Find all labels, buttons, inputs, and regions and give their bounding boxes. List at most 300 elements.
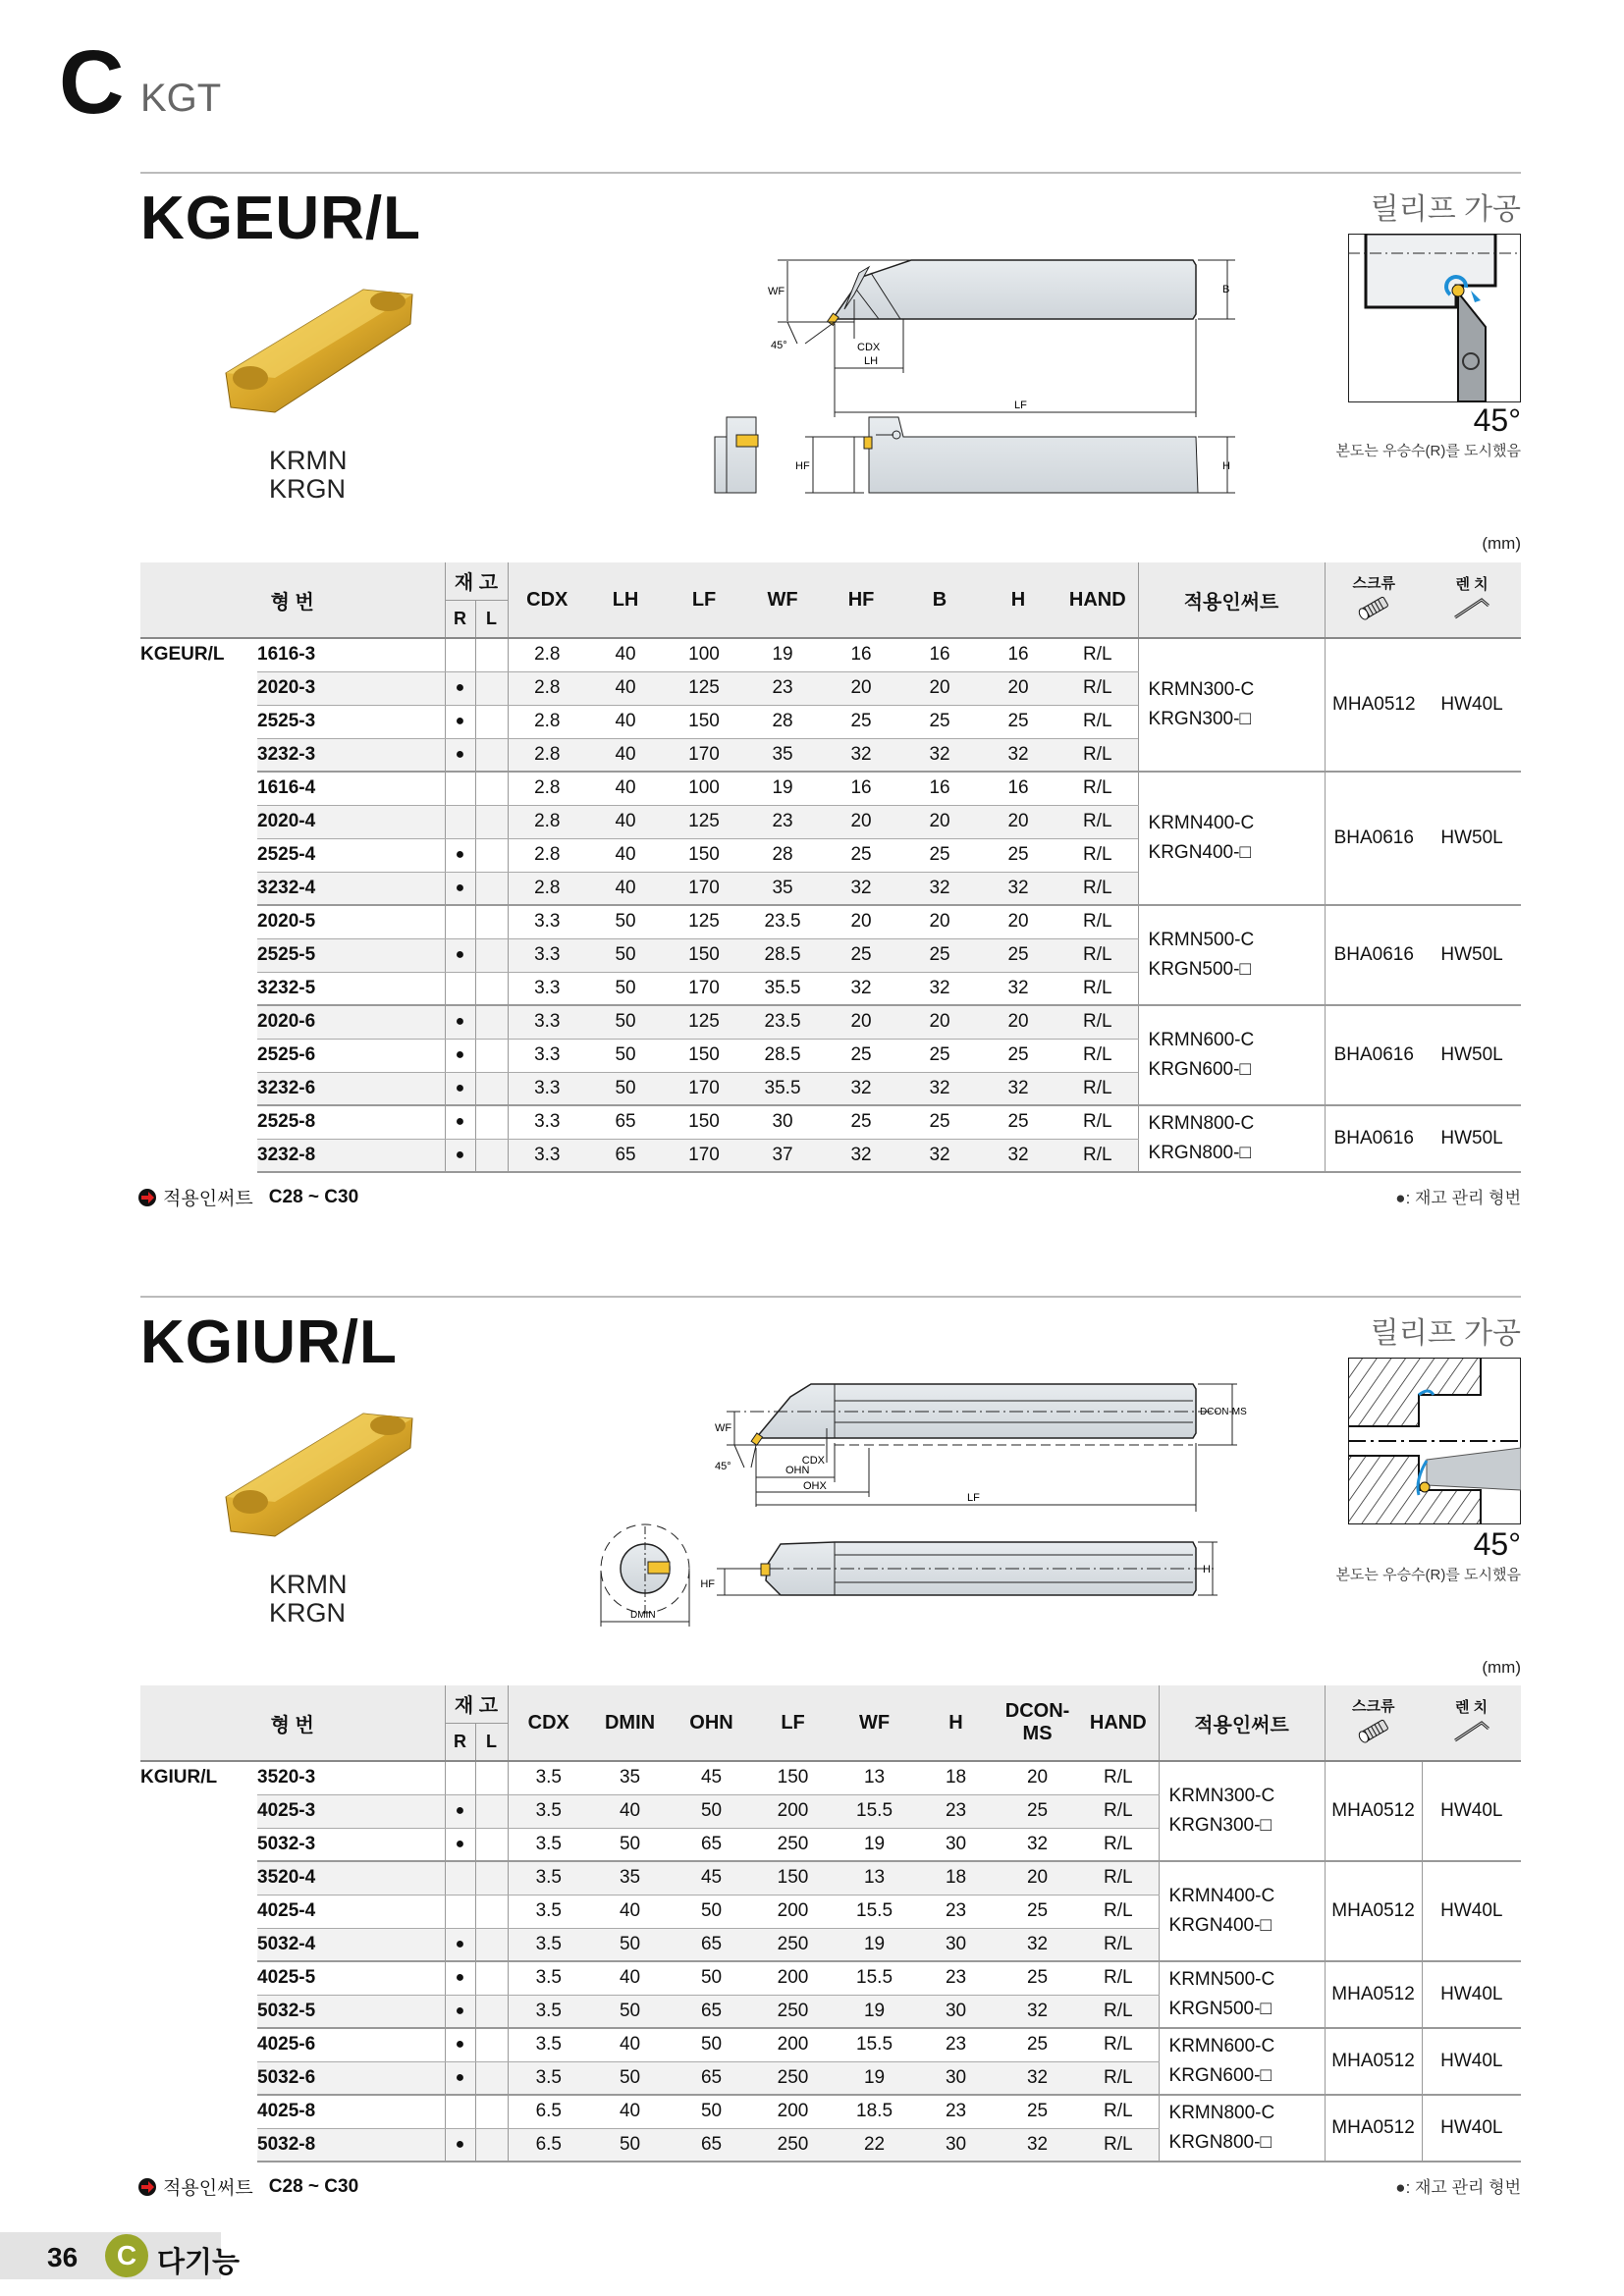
cell-wf: 28.5 bbox=[743, 938, 822, 972]
cell-h: 32 bbox=[979, 872, 1057, 905]
section-divider bbox=[140, 1296, 1521, 1298]
model-header: 형 번 bbox=[140, 562, 445, 638]
cell-hf: 25 bbox=[822, 838, 900, 872]
cell-b: 20 bbox=[900, 905, 979, 938]
stock-l bbox=[475, 838, 508, 872]
cell-h: 20 bbox=[979, 805, 1057, 838]
stock-legend: ●: 재고 관리 형번 bbox=[1395, 2178, 1521, 2197]
cell-dcon-ms: 25 bbox=[997, 2028, 1078, 2061]
spec-table bbox=[140, 562, 1521, 1173]
screw-code: BHA0616 bbox=[1325, 772, 1423, 905]
screw-code: MHA0512 bbox=[1325, 1861, 1422, 1961]
cell-lf: 150 bbox=[752, 1861, 834, 1895]
screw-code: MHA0512 bbox=[1325, 2095, 1422, 2162]
cell-hand: R/L bbox=[1078, 2028, 1159, 2061]
page-number: 36 bbox=[47, 2242, 79, 2272]
boring-bar-diagram bbox=[589, 1369, 1276, 1644]
stock-r bbox=[445, 1895, 475, 1928]
stock-r: ● bbox=[445, 2061, 475, 2095]
stock-r: ● bbox=[445, 1995, 475, 2028]
cell-hand: R/L bbox=[1057, 872, 1138, 905]
stock-l bbox=[475, 1895, 508, 1928]
cell-lh: 40 bbox=[586, 738, 665, 772]
stock-r bbox=[445, 772, 475, 805]
stock-l bbox=[475, 2128, 508, 2162]
cell-wf: 19 bbox=[743, 638, 822, 671]
cell-hand: R/L bbox=[1078, 2128, 1159, 2162]
cell-wf: 28.5 bbox=[743, 1039, 822, 1072]
stock-l bbox=[475, 1961, 508, 1995]
table-row[interactable] bbox=[140, 2095, 1521, 2128]
applicable-insert[interactable] bbox=[1159, 1961, 1325, 2028]
applicable-insert[interactable] bbox=[1138, 638, 1325, 772]
cell-hf: 25 bbox=[822, 705, 900, 738]
column-header-wf: WF bbox=[834, 1685, 915, 1761]
stock-l bbox=[475, 805, 508, 838]
cell-hand: R/L bbox=[1078, 1995, 1159, 2028]
table-row[interactable] bbox=[140, 1105, 1521, 1139]
cell-lh: 40 bbox=[586, 772, 665, 805]
table-row[interactable] bbox=[140, 1005, 1521, 1039]
column-header-hf: HF bbox=[822, 562, 900, 638]
cell-wf: 15.5 bbox=[834, 1961, 915, 1995]
cell-lf: 100 bbox=[665, 772, 743, 805]
cell-wf: 19 bbox=[743, 772, 822, 805]
cell-lf: 125 bbox=[665, 905, 743, 938]
cell-hf: 32 bbox=[822, 738, 900, 772]
applicable-insert[interactable] bbox=[1159, 2095, 1325, 2162]
cell-hf: 20 bbox=[822, 905, 900, 938]
cell-h: 23 bbox=[915, 1895, 997, 1928]
stock-r bbox=[445, 1861, 475, 1895]
cell-lf: 200 bbox=[752, 1895, 834, 1928]
cell-cdx: 3.5 bbox=[508, 1794, 589, 1828]
column-header-h: H bbox=[979, 562, 1057, 638]
cell-hand: R/L bbox=[1057, 772, 1138, 805]
dim-wf: WF bbox=[715, 1422, 732, 1434]
table-row[interactable] bbox=[140, 905, 1521, 938]
insert-label: KRMN bbox=[269, 1570, 348, 1599]
column-header-lf: LF bbox=[752, 1685, 834, 1761]
cell-hand: R/L bbox=[1078, 1895, 1159, 1928]
insert-code[interactable]: KRGN400-□ bbox=[1168, 1915, 1272, 1936]
cell-ohn: 50 bbox=[671, 1794, 752, 1828]
insert-code[interactable]: KRMN600-C bbox=[1148, 1030, 1255, 1050]
cell-dcon-ms: 25 bbox=[997, 1895, 1078, 1928]
model-number: 2020-5 bbox=[257, 905, 445, 938]
model-number: 3232-3 bbox=[257, 738, 445, 772]
insert-header: 적용인써트 bbox=[1138, 562, 1325, 638]
cell-dmin: 50 bbox=[589, 2128, 671, 2162]
dim-h: H bbox=[1203, 1564, 1211, 1575]
insert-code[interactable]: KRMN300-C bbox=[1168, 1786, 1275, 1806]
screw-code: BHA0616 bbox=[1325, 1105, 1423, 1172]
insert-code[interactable]: KRMN400-C bbox=[1168, 1886, 1275, 1906]
cell-h: 16 bbox=[979, 638, 1057, 671]
applicable-insert[interactable] bbox=[1159, 1861, 1325, 1961]
cell-h: 25 bbox=[979, 1039, 1057, 1072]
insert-code[interactable]: KRGN500-□ bbox=[1168, 1999, 1272, 2019]
cell-ohn: 65 bbox=[671, 2128, 752, 2162]
cell-hand: R/L bbox=[1057, 972, 1138, 1005]
stock-r-header: R bbox=[445, 600, 475, 638]
stock-header: 재 고 bbox=[445, 562, 508, 600]
stock-r: ● bbox=[445, 838, 475, 872]
cell-lh: 40 bbox=[586, 705, 665, 738]
table-row[interactable] bbox=[140, 1961, 1521, 1995]
insert-code[interactable]: KRMN600-C bbox=[1168, 2036, 1275, 2056]
cell-hand: R/L bbox=[1057, 638, 1138, 671]
cell-cdx: 2.8 bbox=[508, 772, 586, 805]
cell-dmin: 35 bbox=[589, 1761, 671, 1794]
stock-l-header: L bbox=[475, 1723, 508, 1761]
cell-wf: 15.5 bbox=[834, 1895, 915, 1928]
cell-dcon-ms: 20 bbox=[997, 1861, 1078, 1895]
cell-hand: R/L bbox=[1078, 1828, 1159, 1861]
arrow-circle-icon bbox=[137, 1188, 157, 1207]
cell-h: 23 bbox=[915, 1794, 997, 1828]
applicable-insert[interactable] bbox=[1138, 1105, 1325, 1172]
cell-dcon-ms: 25 bbox=[997, 1794, 1078, 1828]
product-title: KGIUR/L bbox=[140, 1308, 398, 1376]
cell-hf: 20 bbox=[822, 671, 900, 705]
arrow-circle-icon bbox=[137, 2177, 157, 2197]
dim-angle: 45° bbox=[715, 1461, 731, 1472]
dim-angle: 45° bbox=[771, 340, 787, 351]
insert-code[interactable]: KRGN800-□ bbox=[1148, 1143, 1251, 1163]
cell-h: 32 bbox=[979, 1072, 1057, 1105]
screw-label: 스크류 bbox=[1352, 1698, 1395, 1715]
insert-reference[interactable] bbox=[137, 1184, 358, 1210]
stock-l bbox=[475, 2095, 508, 2128]
model-number: 4025-5 bbox=[257, 1961, 445, 1995]
cell-dmin: 40 bbox=[589, 1794, 671, 1828]
stock-r bbox=[445, 638, 475, 671]
cell-b: 20 bbox=[900, 671, 979, 705]
wrench-code: HW50L bbox=[1423, 905, 1521, 1005]
cell-h: 23 bbox=[915, 2095, 997, 2128]
dim-wf: WF bbox=[768, 286, 785, 297]
insert-code[interactable]: KRMN800-C bbox=[1168, 2103, 1275, 2123]
dim-b: B bbox=[1222, 284, 1230, 295]
cell-hand: R/L bbox=[1057, 1039, 1138, 1072]
cell-wf: 23 bbox=[743, 805, 822, 838]
screw-icon bbox=[1326, 593, 1424, 627]
relief-diagram bbox=[1348, 1358, 1521, 1524]
cell-hf: 32 bbox=[822, 872, 900, 905]
cell-hand: R/L bbox=[1057, 738, 1138, 772]
cell-hand: R/L bbox=[1078, 1794, 1159, 1828]
relief-title: 릴리프 가공 bbox=[1370, 1317, 1521, 1350]
model-number: 2525-6 bbox=[257, 1039, 445, 1072]
cell-wf: 23 bbox=[743, 671, 822, 705]
stock-l bbox=[475, 772, 508, 805]
cell-hand: R/L bbox=[1057, 1105, 1138, 1139]
cell-h: 16 bbox=[979, 772, 1057, 805]
table-row[interactable] bbox=[140, 1761, 1521, 1794]
cell-b: 25 bbox=[900, 1039, 979, 1072]
wrench-code: HW50L bbox=[1423, 772, 1521, 905]
model-number: 2020-3 bbox=[257, 671, 445, 705]
cell-dmin: 40 bbox=[589, 1895, 671, 1928]
cell-dmin: 50 bbox=[589, 1828, 671, 1861]
cell-cdx: 2.8 bbox=[508, 705, 586, 738]
cell-b: 32 bbox=[900, 972, 979, 1005]
cell-b: 25 bbox=[900, 938, 979, 972]
stock-r: ● bbox=[445, 1005, 475, 1039]
screw-code: MHA0512 bbox=[1325, 2028, 1422, 2095]
cell-wf: 19 bbox=[834, 1928, 915, 1961]
cell-ohn: 50 bbox=[671, 2095, 752, 2128]
cell-lf: 250 bbox=[752, 1995, 834, 2028]
stock-l bbox=[475, 2028, 508, 2061]
cell-lh: 50 bbox=[586, 1072, 665, 1105]
cell-lh: 65 bbox=[586, 1139, 665, 1172]
cell-hand: R/L bbox=[1057, 671, 1138, 705]
cell-lh: 50 bbox=[586, 1005, 665, 1039]
insert-code[interactable]: KRGN600-□ bbox=[1168, 2065, 1272, 2086]
cell-hf: 20 bbox=[822, 1005, 900, 1039]
applicable-insert[interactable] bbox=[1159, 2028, 1325, 2095]
dim-lh: LH bbox=[864, 355, 879, 367]
cell-b: 32 bbox=[900, 738, 979, 772]
cell-dmin: 50 bbox=[589, 1995, 671, 2028]
cell-h: 20 bbox=[979, 1005, 1057, 1039]
cell-lf: 170 bbox=[665, 1072, 743, 1105]
cell-hf: 16 bbox=[822, 638, 900, 671]
cell-lf: 250 bbox=[752, 2128, 834, 2162]
cell-lh: 65 bbox=[586, 1105, 665, 1139]
cell-cdx: 2.8 bbox=[508, 738, 586, 772]
cell-b: 20 bbox=[900, 1005, 979, 1039]
relief-angle: 45° bbox=[1473, 402, 1521, 438]
wrench-header bbox=[1423, 562, 1521, 638]
cell-lf: 100 bbox=[665, 638, 743, 671]
dim-hf: HF bbox=[795, 460, 810, 472]
insert-code[interactable]: KRGN800-□ bbox=[1168, 2132, 1272, 2153]
cell-h: 20 bbox=[979, 671, 1057, 705]
cell-cdx: 6.5 bbox=[508, 2128, 589, 2162]
model-number: 5032-5 bbox=[257, 1995, 445, 2028]
model-number: 2525-5 bbox=[257, 938, 445, 972]
table-row[interactable] bbox=[140, 2028, 1521, 2061]
screw-header bbox=[1325, 1685, 1422, 1761]
cell-lf: 150 bbox=[665, 1039, 743, 1072]
wrench-header bbox=[1422, 1685, 1521, 1761]
cell-hf: 16 bbox=[822, 772, 900, 805]
cell-hf: 25 bbox=[822, 1105, 900, 1139]
cell-dcon-ms: 32 bbox=[997, 1995, 1078, 2028]
stock-r bbox=[445, 972, 475, 1005]
stock-l bbox=[475, 1039, 508, 1072]
model-number: 2525-3 bbox=[257, 705, 445, 738]
cell-h: 25 bbox=[979, 705, 1057, 738]
cell-b: 16 bbox=[900, 772, 979, 805]
unit-label: (mm) bbox=[1482, 534, 1521, 553]
dim-cdx: CDX bbox=[801, 1455, 825, 1467]
cell-lf: 150 bbox=[665, 1105, 743, 1139]
insert-code[interactable]: KRGN500-□ bbox=[1148, 959, 1251, 980]
relief-angle: 45° bbox=[1473, 1526, 1521, 1562]
stock-l bbox=[475, 1861, 508, 1895]
insert-code[interactable]: KRMN500-C bbox=[1148, 930, 1255, 950]
spec-table bbox=[140, 1685, 1521, 2163]
cell-lf: 200 bbox=[752, 1961, 834, 1995]
insert-code[interactable]: KRGN300-□ bbox=[1168, 1815, 1272, 1836]
cell-h: 32 bbox=[979, 738, 1057, 772]
stock-l bbox=[475, 1794, 508, 1828]
cell-wf: 35 bbox=[743, 872, 822, 905]
wrench-code: HW40L bbox=[1423, 638, 1521, 772]
cell-lf: 125 bbox=[665, 805, 743, 838]
model-number: 3232-6 bbox=[257, 1072, 445, 1105]
wrench-code: HW40L bbox=[1422, 2095, 1521, 2162]
stock-l bbox=[475, 1072, 508, 1105]
cell-b: 25 bbox=[900, 705, 979, 738]
model-number: 3232-5 bbox=[257, 972, 445, 1005]
cell-b: 32 bbox=[900, 1139, 979, 1172]
dim-lf: LF bbox=[1014, 400, 1027, 411]
stock-l bbox=[475, 1761, 508, 1794]
model-number: 2525-8 bbox=[257, 1105, 445, 1139]
insert-label: KRMN bbox=[269, 446, 348, 475]
cell-wf: 35.5 bbox=[743, 972, 822, 1005]
cell-hand: R/L bbox=[1078, 1861, 1159, 1895]
cell-lf: 150 bbox=[665, 938, 743, 972]
stock-r: ● bbox=[445, 1039, 475, 1072]
cell-h: 30 bbox=[915, 1995, 997, 2028]
insert-code[interactable]: KRGN400-□ bbox=[1148, 842, 1251, 863]
stock-r: ● bbox=[445, 2028, 475, 2061]
insert-code[interactable]: KRMN500-C bbox=[1168, 1969, 1275, 1990]
model-number: 3520-3 bbox=[257, 1761, 445, 1794]
cell-h: 32 bbox=[979, 972, 1057, 1005]
dim-ohn: OHN bbox=[785, 1465, 810, 1476]
cell-hand: R/L bbox=[1057, 1005, 1138, 1039]
cell-cdx: 3.5 bbox=[508, 1995, 589, 2028]
cell-wf: 37 bbox=[743, 1139, 822, 1172]
dim-ohx: OHX bbox=[803, 1480, 827, 1492]
wrench-label: 렌 치 bbox=[1455, 576, 1489, 593]
stock-r: ● bbox=[445, 671, 475, 705]
column-header-cdx: CDX bbox=[508, 562, 586, 638]
model-number: 4025-6 bbox=[257, 2028, 445, 2061]
applicable-insert[interactable] bbox=[1159, 1761, 1325, 1861]
cell-lf: 150 bbox=[752, 1761, 834, 1794]
cell-dmin: 35 bbox=[589, 1861, 671, 1895]
model-number: 2525-4 bbox=[257, 838, 445, 872]
stock-r: ● bbox=[445, 872, 475, 905]
holder-diagram bbox=[707, 236, 1257, 510]
cell-h: 25 bbox=[979, 838, 1057, 872]
cell-cdx: 2.8 bbox=[508, 638, 586, 671]
model-number: 3520-4 bbox=[257, 1861, 445, 1895]
insert-code[interactable]: KRMN400-C bbox=[1148, 813, 1255, 833]
section-letter: C bbox=[59, 32, 125, 133]
cell-wf: 22 bbox=[834, 2128, 915, 2162]
insert-ref-label: 적용인써트 bbox=[163, 2178, 253, 2199]
insert-code[interactable]: KRMN800-C bbox=[1148, 1113, 1255, 1134]
cell-hand: R/L bbox=[1078, 2061, 1159, 2095]
stock-l bbox=[475, 705, 508, 738]
cell-ohn: 65 bbox=[671, 1995, 752, 2028]
stock-l bbox=[475, 1995, 508, 2028]
cell-dcon-ms: 32 bbox=[997, 1828, 1078, 1861]
column-header-h: H bbox=[915, 1685, 997, 1761]
cell-ohn: 50 bbox=[671, 2028, 752, 2061]
cell-h: 20 bbox=[979, 905, 1057, 938]
insert-code[interactable]: KRGN600-□ bbox=[1148, 1059, 1251, 1080]
stock-r: ● bbox=[445, 1105, 475, 1139]
cell-h: 23 bbox=[915, 2028, 997, 2061]
cell-wf: 23.5 bbox=[743, 1005, 822, 1039]
cell-lh: 50 bbox=[586, 972, 665, 1005]
model-number: 5032-4 bbox=[257, 1928, 445, 1961]
cell-lf: 170 bbox=[665, 738, 743, 772]
cell-wf: 35 bbox=[743, 738, 822, 772]
cell-lh: 50 bbox=[586, 905, 665, 938]
cell-wf: 28 bbox=[743, 838, 822, 872]
model-number: 3232-8 bbox=[257, 1139, 445, 1172]
wrench-label: 렌 치 bbox=[1454, 1699, 1489, 1716]
cell-cdx: 3.5 bbox=[508, 1961, 589, 1995]
applicable-insert[interactable] bbox=[1138, 772, 1325, 905]
cell-wf: 19 bbox=[834, 1828, 915, 1861]
relief-diagram bbox=[1348, 234, 1521, 402]
applicable-insert[interactable] bbox=[1138, 905, 1325, 1005]
table-row[interactable] bbox=[140, 772, 1521, 805]
table-row[interactable] bbox=[140, 1861, 1521, 1895]
cell-hand: R/L bbox=[1057, 938, 1138, 972]
relief-note: 본도는 우승수(R)를 도시했음 bbox=[1335, 443, 1521, 459]
insert-header: 적용인써트 bbox=[1159, 1685, 1325, 1761]
cell-wf: 15.5 bbox=[834, 1794, 915, 1828]
cell-h: 23 bbox=[915, 1961, 997, 1995]
cell-cdx: 3.5 bbox=[508, 1928, 589, 1961]
model-number: 4025-3 bbox=[257, 1794, 445, 1828]
dim-lf: LF bbox=[967, 1492, 980, 1504]
cell-hand: R/L bbox=[1078, 1961, 1159, 1995]
cell-ohn: 50 bbox=[671, 1961, 752, 1995]
model-number: 2020-6 bbox=[257, 1005, 445, 1039]
stock-r: ● bbox=[445, 705, 475, 738]
insert-image bbox=[216, 1404, 422, 1566]
cell-cdx: 3.5 bbox=[508, 2028, 589, 2061]
column-header-cdx: CDX bbox=[508, 1685, 589, 1761]
cell-wf: 35.5 bbox=[743, 1072, 822, 1105]
cell-wf: 18.5 bbox=[834, 2095, 915, 2128]
cell-wf: 23.5 bbox=[743, 905, 822, 938]
relief-title: 릴리프 가공 bbox=[1370, 193, 1521, 226]
cell-wf: 19 bbox=[834, 1995, 915, 2028]
cell-cdx: 2.8 bbox=[508, 872, 586, 905]
dim-cdx: CDX bbox=[857, 342, 881, 353]
insert-ref-pages: C28 ~ C30 bbox=[268, 2175, 359, 2197]
cell-wf: 13 bbox=[834, 1761, 915, 1794]
insert-reference[interactable] bbox=[137, 2173, 358, 2200]
category-badge: C bbox=[105, 2234, 148, 2277]
cell-h: 30 bbox=[915, 2128, 997, 2162]
insert-code[interactable]: KRMN300-C bbox=[1148, 679, 1255, 700]
cell-dmin: 40 bbox=[589, 1961, 671, 1995]
insert-ref-pages: C28 ~ C30 bbox=[268, 1186, 359, 1207]
applicable-insert[interactable] bbox=[1138, 1005, 1325, 1105]
table-row[interactable] bbox=[140, 638, 1521, 671]
model-number: 4025-4 bbox=[257, 1895, 445, 1928]
cell-hand: R/L bbox=[1057, 805, 1138, 838]
cell-lf: 250 bbox=[752, 2061, 834, 2095]
insert-code[interactable]: KRGN300-□ bbox=[1148, 709, 1251, 729]
